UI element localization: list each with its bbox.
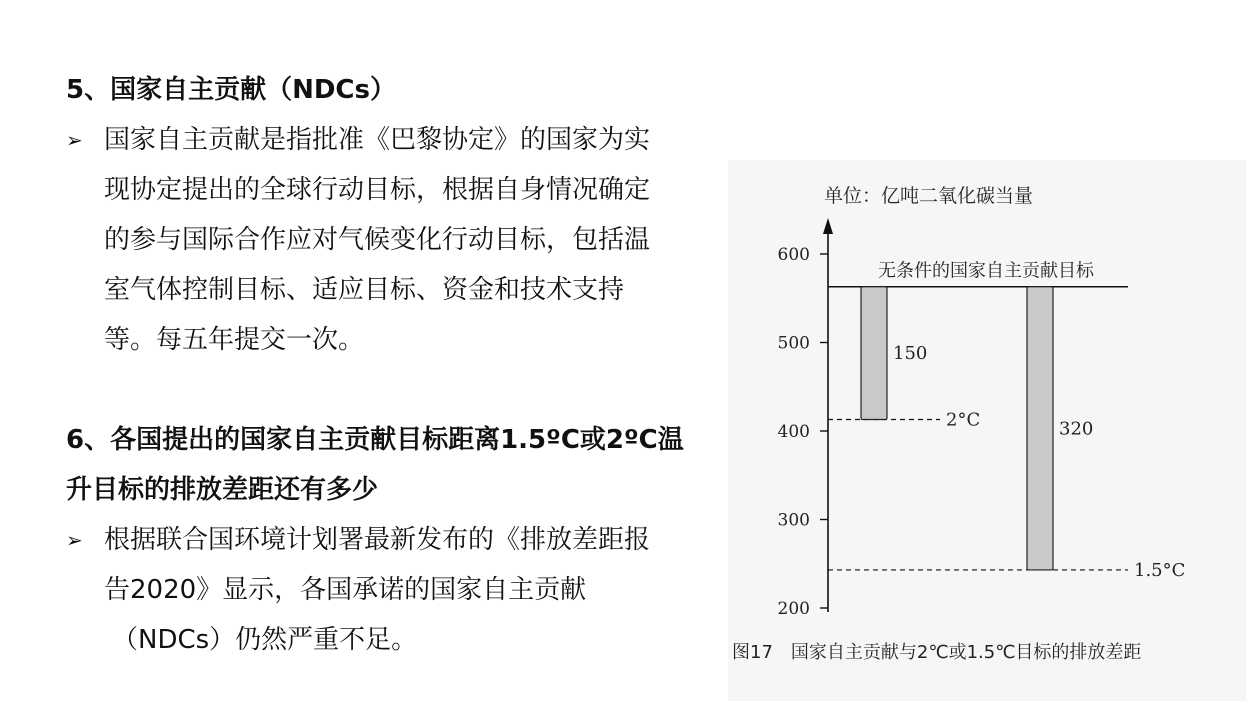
text-line: 根据联合国环境计划署最新发布的《排放差距报 <box>104 525 651 555</box>
gap-bar-label: 150 <box>893 343 928 365</box>
text-line: 等。每五年提交一次。 <box>104 325 365 355</box>
y-tick-label: 400 <box>777 422 810 442</box>
figure-caption: 图17 国家自主贡献与2℃或1.5℃目标的排放差距 <box>732 642 1142 663</box>
section-6-bullet <box>66 515 706 665</box>
y-tick-label: 500 <box>777 333 810 354</box>
section-6-bullet-text <box>104 515 706 665</box>
text-line: 的参与国际合作应对气候变化行动目标，包括温 <box>104 225 651 255</box>
y-tick-label: 200 <box>777 599 810 619</box>
text-line: 现协定提出的全球行动目标，根据自身情况确定 <box>104 175 651 205</box>
text-line: （NDCs）仍然严重不足。 <box>112 625 418 655</box>
heading-line: 6、各国提出的国家自主贡献目标距离1.5ºC或2ºC温 <box>66 425 684 455</box>
gap-bar-label: 320 <box>1059 418 1094 440</box>
y-axis-arrow-icon <box>823 218 833 234</box>
emission-gap-chart <box>728 160 1246 701</box>
bullet-arrow-icon: ➢ <box>66 128 83 152</box>
section-5-bullet-text <box>104 115 706 365</box>
text-line: 告2020》显示，各国承诺的国家自主贡献 <box>104 575 587 605</box>
y-tick-label: 600 <box>777 245 810 265</box>
y-tick-label: 300 <box>777 510 810 531</box>
gap-bar <box>1027 287 1053 570</box>
bullet-arrow-icon: ➢ <box>66 528 83 552</box>
target-line-label: 1.5°C <box>1134 559 1186 581</box>
reference-line-label: 无条件的国家自主贡献目标 <box>878 260 1094 282</box>
gap-bar <box>861 287 887 420</box>
target-line-label: 2°C <box>946 409 981 431</box>
section-5-bullet <box>66 115 706 365</box>
text-line: 国家自主贡献是指批准《巴黎协定》的国家为实 <box>104 125 651 155</box>
unit-label: 单位：亿吨二氧化碳当量 <box>824 185 1034 207</box>
section-5-heading: 5、国家自主贡献（NDCs） <box>66 75 396 105</box>
heading-line: 升目标的排放差距还有多少 <box>66 475 379 505</box>
section-6-heading <box>66 415 726 515</box>
text-line: 室气体控制目标、适应目标、资金和技术支持 <box>104 275 625 305</box>
emission-gap-figure <box>728 160 1246 701</box>
